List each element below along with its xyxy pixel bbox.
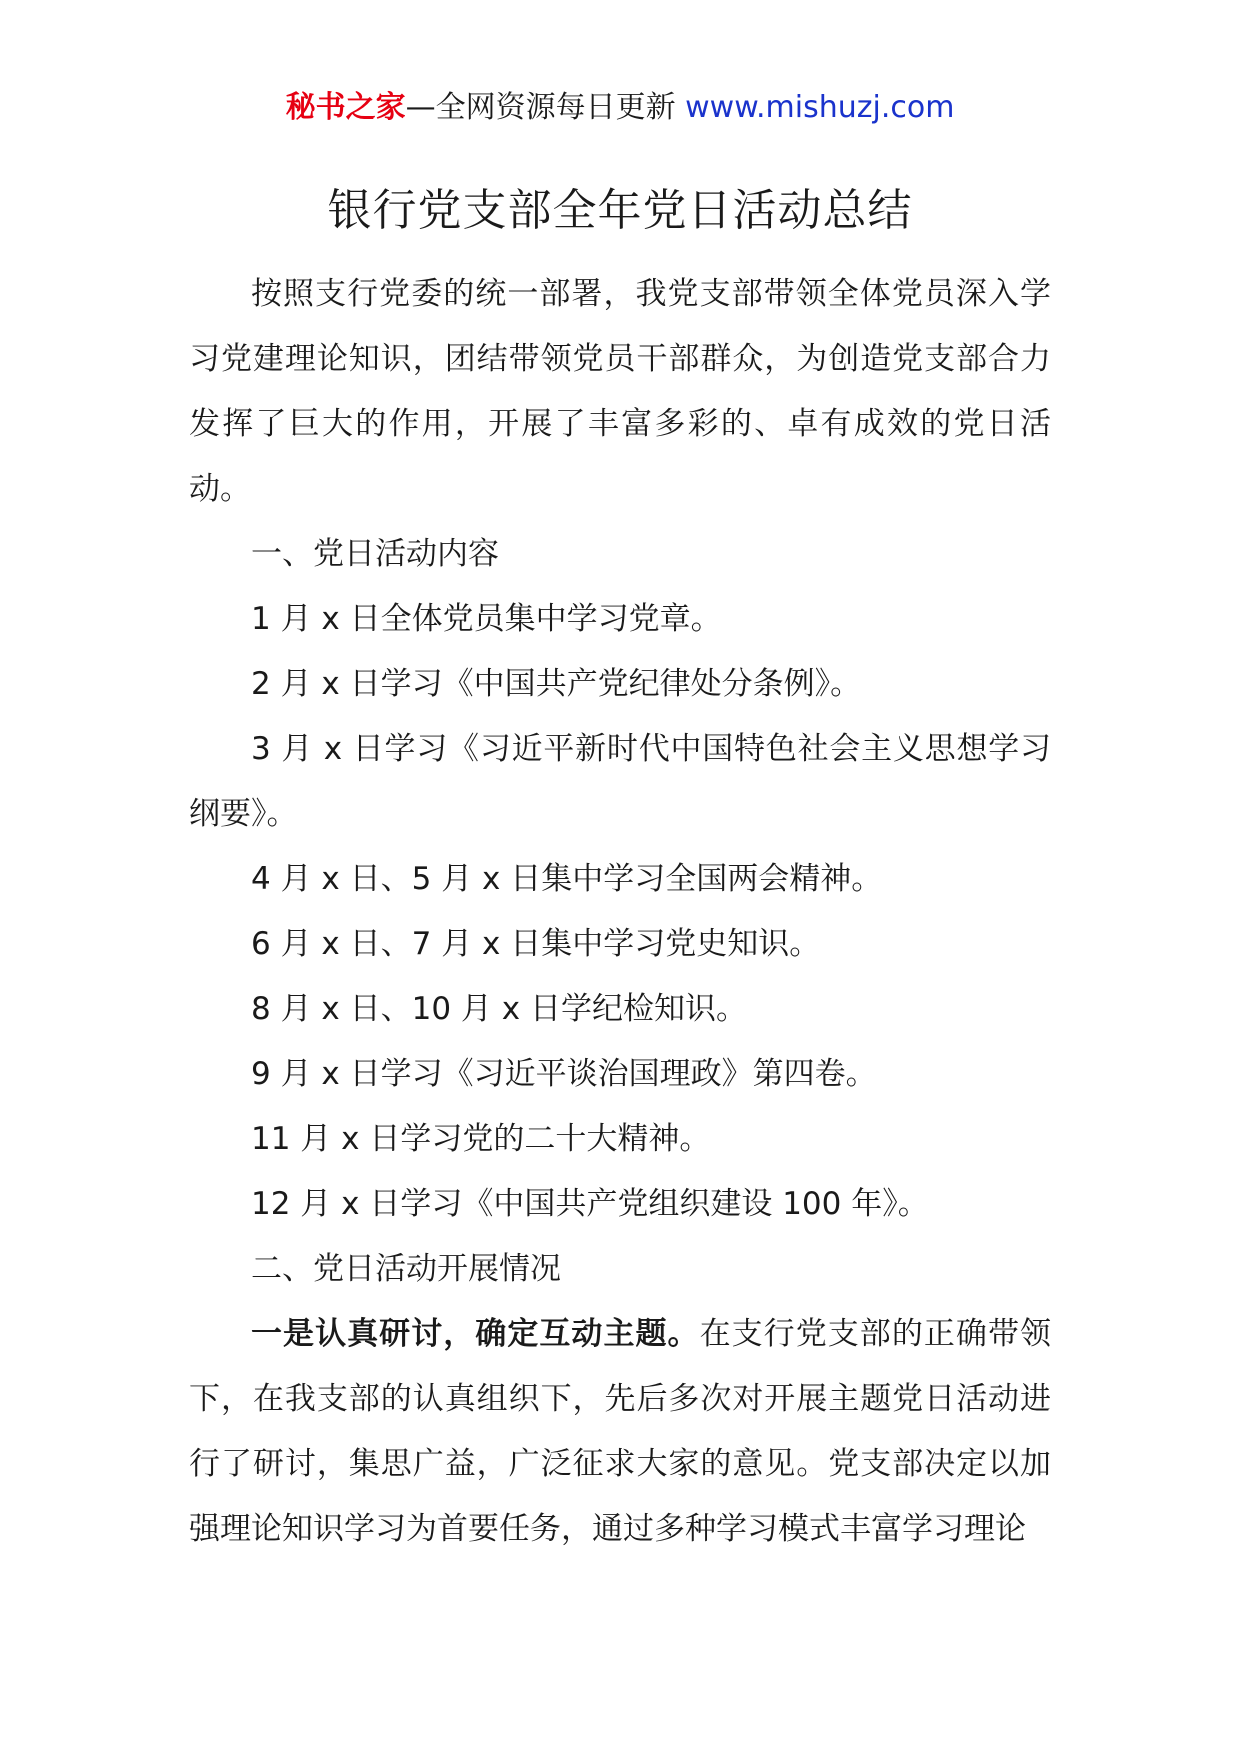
paragraph-1 [189, 1302, 1051, 1562]
section-heading-1: 一、党日活动内容 [251, 536, 499, 572]
paragraph-1-lead: 一是认真研讨，确定互动主题。 [251, 1316, 700, 1352]
paragraph-1-body: 在支行党支部的正确带领下，在我支部的认真组织下，先后多次对开展主题党日活动进行了研讨，集思广益，广泛征求大家的意见。党支部决定以加强理论知识学习为首要任务，通过多种学习模式丰富学习理论 [189, 1316, 1052, 1547]
brand-name: 秘书之家 [285, 90, 406, 125]
document-body [189, 262, 1051, 1562]
section-heading-2: 二、党日活动开展情况 [251, 1251, 561, 1287]
activity-item: 12 月 x 日学习《中国共产党组织建设 100 年》。 [251, 1186, 929, 1222]
intro-paragraph: 按照支行党委的统一部署，我党支部带领全体党员深入学习党建理论知识，团结带领党员干部群众，为创造党支部合力发挥了巨大的作用，开展了丰富多彩的、卓有成效的党日活动。 [189, 276, 1051, 507]
activity-item: 6 月 x 日、7 月 x 日集中学习党史知识。 [251, 926, 821, 962]
activity-item: 2 月 x 日学习《中国共产党纪律处分条例》。 [251, 666, 862, 702]
activity-item: 4 月 x 日、5 月 x 日集中学习全国两会精神。 [251, 861, 883, 897]
activity-item: 1 月 x 日全体党员集中学习党章。 [251, 601, 722, 637]
activity-item: 8 月 x 日、10 月 x 日学纪检知识。 [251, 991, 747, 1027]
document-title: 银行党支部全年党日活动总结 [327, 185, 913, 236]
activity-item: 3 月 x 日学习《习近平新时代中国特色社会主义思想学习纲要》。 [189, 731, 1051, 832]
activity-item: 11 月 x 日学习党的二十大精神。 [251, 1121, 711, 1157]
header-tagline: —全网资源每日更新 [405, 90, 676, 125]
site-url-link[interactable]: www.mishuzj.com [685, 90, 955, 125]
site-header [0, 88, 1240, 128]
activity-item: 9 月 x 日学习《习近平谈治国理政》第四卷。 [251, 1056, 877, 1092]
